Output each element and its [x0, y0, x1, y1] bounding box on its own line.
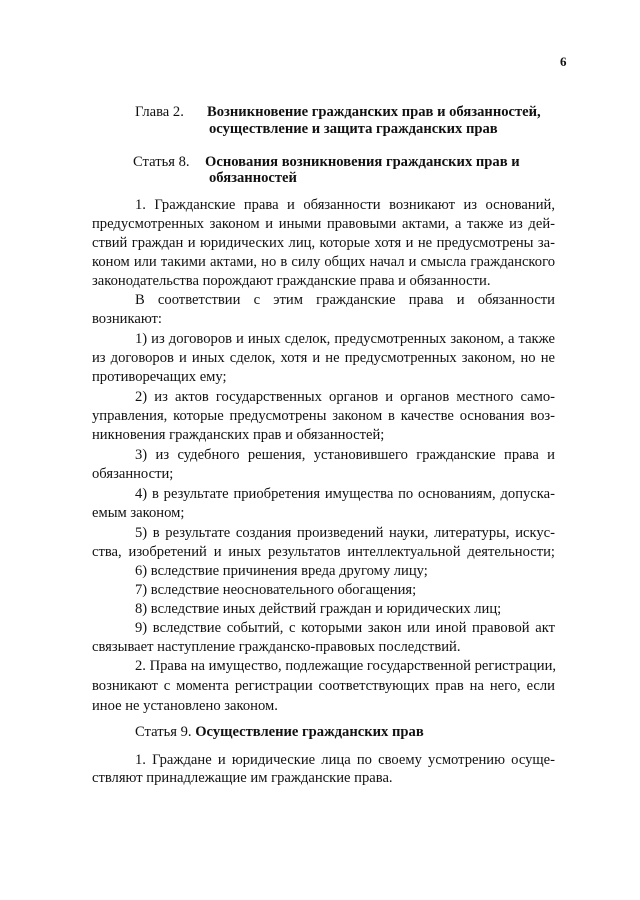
page-number: 6 [560, 54, 567, 69]
list-item-9-line: 9) вследствие событий, с которыми закон или иной правовой акт [135, 620, 555, 636]
list-item-3-line: обязанности; [92, 466, 174, 482]
list-item-2-line: управления, которые предусмотрены законом в качестве основания воз- [92, 408, 555, 424]
paragraph-line: ствий граждан и юридических лиц, которые хотя и не предусмотрены за- [92, 235, 555, 251]
list-item-5-line: ства, изобретений и иных результатов интеллектуальной деятельности; [92, 544, 555, 560]
paragraph-line: В соответствии с этим гражданские права и обязанности [135, 292, 555, 308]
chapter-title-line-1: Возникновение гражданских прав и обязанностей, [207, 104, 541, 120]
list-item-4-line: 4) в результате приобретения имущества по основаниям, допуска- [135, 486, 555, 502]
paragraph-line: коном или такими актами, но в силу общих начал и смысла гражданского [92, 254, 555, 270]
paragraph-line: 2. Права на имущество, подлежащие государственной регистрации, [135, 658, 557, 674]
article-9-label: Статья 9. [135, 724, 192, 740]
list-item-9-line: связывает наступление гражданско-правовых последствий. [92, 639, 461, 655]
paragraph-line: ствляют принадлежащие им гражданские права. [92, 770, 393, 786]
paragraph-line: предусмотренных законом и иными правовыми актами, а также из дей- [92, 216, 555, 232]
paragraph-line: возникают с момента регистрации соответствующих прав на него, если [92, 678, 555, 694]
article-8-title-line-1: Основания возникновения гражданских прав и [205, 154, 520, 170]
article-9-heading [135, 723, 424, 742]
paragraph-line: иное не установлено законом. [92, 698, 278, 714]
list-item-1-line: из договоров и иных сделок, хотя и не предусмотренных законом, но не [92, 350, 555, 366]
article-8-label: Статья 8. [133, 154, 190, 170]
list-item-1-line: противоречащих ему; [92, 369, 227, 385]
paragraph-line: законодательства порождают гражданские права и обязанности. [92, 273, 491, 289]
list-item-8: 8) вследствие иных действий граждан и юридических лиц; [135, 601, 502, 617]
list-item-2-line: никновения гражданских прав и обязанностей; [92, 427, 385, 443]
paragraph-line: возникают: [92, 311, 162, 327]
chapter-label: Глава 2. [135, 104, 184, 120]
article-9-title: Осуществление гражданских прав [195, 724, 424, 740]
article-8-title-line-2: обязанностей [209, 170, 297, 186]
list-item-1-line: 1) из договоров и иных сделок, предусмотренных законом, а также [135, 331, 555, 347]
paragraph-line: 1. Граждане и юридические лица по своему усмотрению осуще- [135, 752, 555, 768]
chapter-title-line-2: осуществление и защита гражданских прав [209, 121, 498, 137]
list-item-7: 7) вследствие неосновательного обогащения; [135, 582, 417, 598]
list-item-6: 6) вследствие причинения вреда другому лицу; [135, 563, 428, 579]
paragraph-line: 1. Гражданские права и обязанности возникают из оснований, [135, 197, 555, 213]
list-item-2-line: 2) из актов государственных органов и органов местного само- [135, 389, 555, 405]
list-item-3-line: 3) из судебного решения, установившего гражданские права и [135, 447, 555, 463]
list-item-5-line: 5) в результате создания произведений науки, литературы, искус- [135, 525, 555, 541]
list-item-4-line: емым законом; [92, 505, 185, 521]
